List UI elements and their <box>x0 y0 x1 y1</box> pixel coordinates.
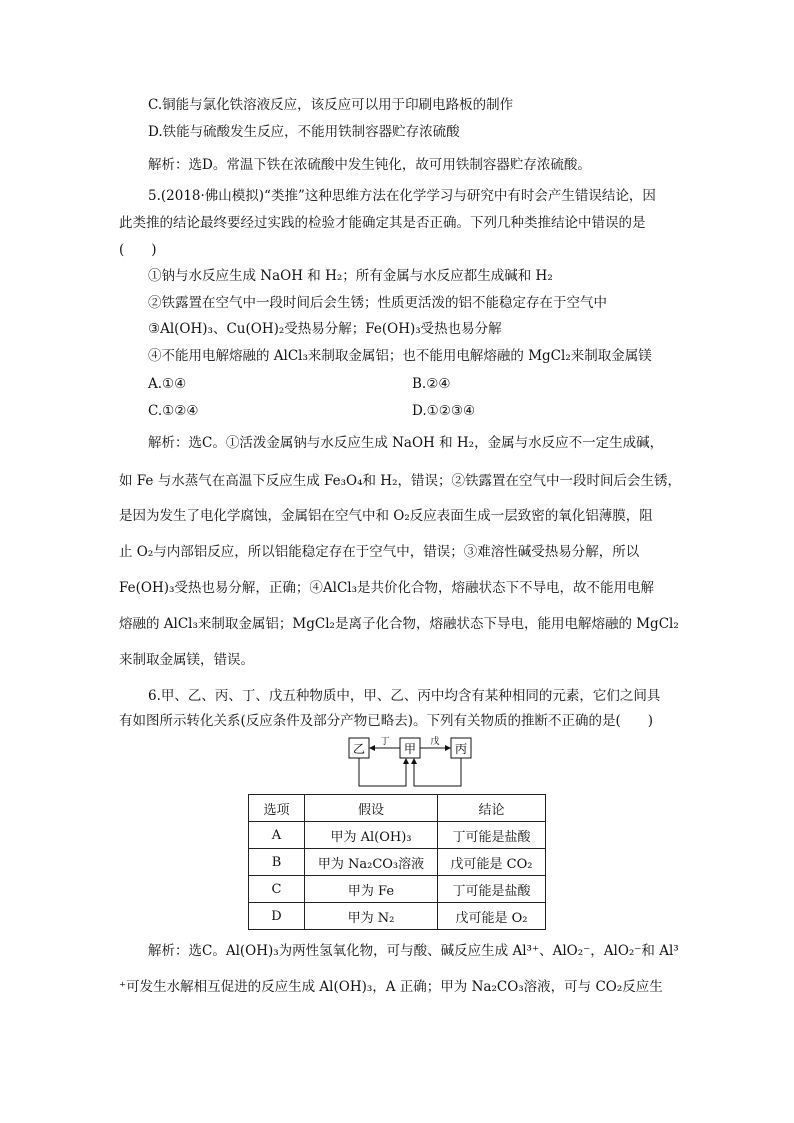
cell-conclusion: 丁可能是盐酸 <box>438 876 546 903</box>
q5-option-b: B.②④ <box>412 376 451 392</box>
table-row <box>249 903 546 930</box>
cell-hypothesis: 甲为 Fe <box>305 876 438 903</box>
q5-analysis-line-6: 熔融的 AlCl₃来制取金属铝；MgCl₂是离子化合物，熔融状态下导电，能用电解熔融的 MgCl₂ <box>119 616 679 632</box>
cell-option: B <box>249 849 305 876</box>
table-row <box>249 849 546 876</box>
q5-analysis-line-3: 是因为发生了电化学腐蚀，金属铝在空气中和 O₂反应表面生成一层致密的氧化铝薄膜，阻 <box>119 508 653 524</box>
table-row <box>249 822 546 849</box>
cell-option: D <box>249 903 305 930</box>
label-wu: 戊 <box>430 737 440 747</box>
q5-option-c: C.①②④ <box>148 403 199 419</box>
q5-analysis-line-4: 止 O₂与内部铝反应，所以铝能稳定存在于空气中，错误；③难溶性碱受热易分解，所以 <box>119 544 640 560</box>
table-row <box>249 876 546 903</box>
cell-option: A <box>249 822 305 849</box>
hypothesis-table <box>248 794 546 930</box>
q5-option-a: A.①④ <box>148 376 187 392</box>
q5-item-1: ①钠与水反应生成 NaOH 和 H₂；所有金属与水反应都生成碱和 H₂ <box>148 268 553 284</box>
q4-option-c: C.铜能与氯化铁溶液反应，该反应可以用于印刷电路板的制作 <box>148 97 514 113</box>
q6-analysis-line-2: ⁺可发生水解相互促进的反应生成 Al(OH)₃，A 正确；甲为 Na₂CO₃溶液，可与 CO₂反应生 <box>119 979 663 995</box>
header-hypothesis: 假设 <box>305 795 438 822</box>
header-conclusion: 结论 <box>438 795 546 822</box>
q5-stem-line-2: 此类推的结论最终要经过实践的检验才能确定其是否正确。下列几种类推结论中错误的是 <box>119 215 646 231</box>
cell-hypothesis: 甲为 Na₂CO₃溶液 <box>305 849 438 876</box>
cell-conclusion: 丁可能是盐酸 <box>438 822 546 849</box>
q4-analysis: 解析：选D。常温下铁在浓硫酸中发生钝化，故可用铁制容器贮存浓硫酸。 <box>148 157 591 173</box>
q5-item-2: ②铁露置在空气中一段时间后会生锈；性质更活泼的铝不能稳定存在于空气中 <box>148 295 607 311</box>
q5-item-3: ③Al(OH)₃、Cu(OH)₂受热易分解；Fe(OH)₃受热也易分解 <box>148 321 502 337</box>
cell-option: C <box>249 876 305 903</box>
q5-analysis-line-7: 来制取金属镁，错误。 <box>119 652 254 668</box>
label-yi: 乙 <box>352 742 366 756</box>
table-header-row <box>249 795 546 822</box>
q6-stem-line-1: 6.甲、乙、丙、丁、戊五种物质中，甲、乙、丙中均含有某种相同的元素，它们之间具 <box>148 688 661 704</box>
q5-analysis-line-1: 解析：选C。①活泼金属钠与水反应生成 NaOH 和 H₂，金属与水反应不一定生成碱， <box>148 435 664 451</box>
q5-item-4: ④不能用电解熔融的 AlCl₃来制取金属铝；也不能用电解熔融的 MgCl₂来制取金属镁 <box>148 348 652 364</box>
q4-option-d: D.铁能与硫酸发生反应，不能用铁制容器贮存浓硫酸 <box>148 124 460 140</box>
label-ding: 丁 <box>380 737 390 747</box>
label-jia: 甲 <box>403 742 417 756</box>
cell-hypothesis: 甲为 Al(OH)₃ <box>305 822 438 849</box>
cell-conclusion: 戊可能是 O₂ <box>438 903 546 930</box>
path-yi-to-jia <box>359 758 406 786</box>
path-bing-to-jia <box>414 758 461 786</box>
cell-hypothesis: 甲为 N₂ <box>305 903 438 930</box>
q5-analysis-line-5: Fe(OH)₃受热也易分解，正确；④AlCl₃是共价化合物，熔融状态下不导电，故不能用电解 <box>119 580 655 596</box>
label-bing: 丙 <box>454 742 468 756</box>
q5-analysis-line-2: 如 Fe 与水蒸气在高温下反应生成 Fe₃O₄和 H₂，错误；②铁露置在空气中一段时间后会生锈， <box>119 473 681 489</box>
q5-option-d: D.①②③④ <box>412 403 476 419</box>
q5-stem-line-1: 5.(2018·佛山模拟)“类推”这种思维方法在化学学习与研究中有时会产生错误结论，因 <box>148 188 656 204</box>
q5-stem-line-3: ( ) <box>119 242 157 258</box>
q6-analysis-line-1: 解析：选C。Al(OH)₃为两性氢氧化物，可与酸、碱反应生成 Al³⁺、AlO₂⁻，AlO₂⁻和 Al³ <box>148 943 679 959</box>
q6-stem-line-2: 有如图所示转化关系(反应条件及部分产物已略去)。下列有关物质的推断不正确的是( ) <box>119 713 654 729</box>
header-option: 选项 <box>249 795 305 822</box>
cell-conclusion: 戊可能是 CO₂ <box>438 849 546 876</box>
conversion-diagram <box>348 734 472 792</box>
